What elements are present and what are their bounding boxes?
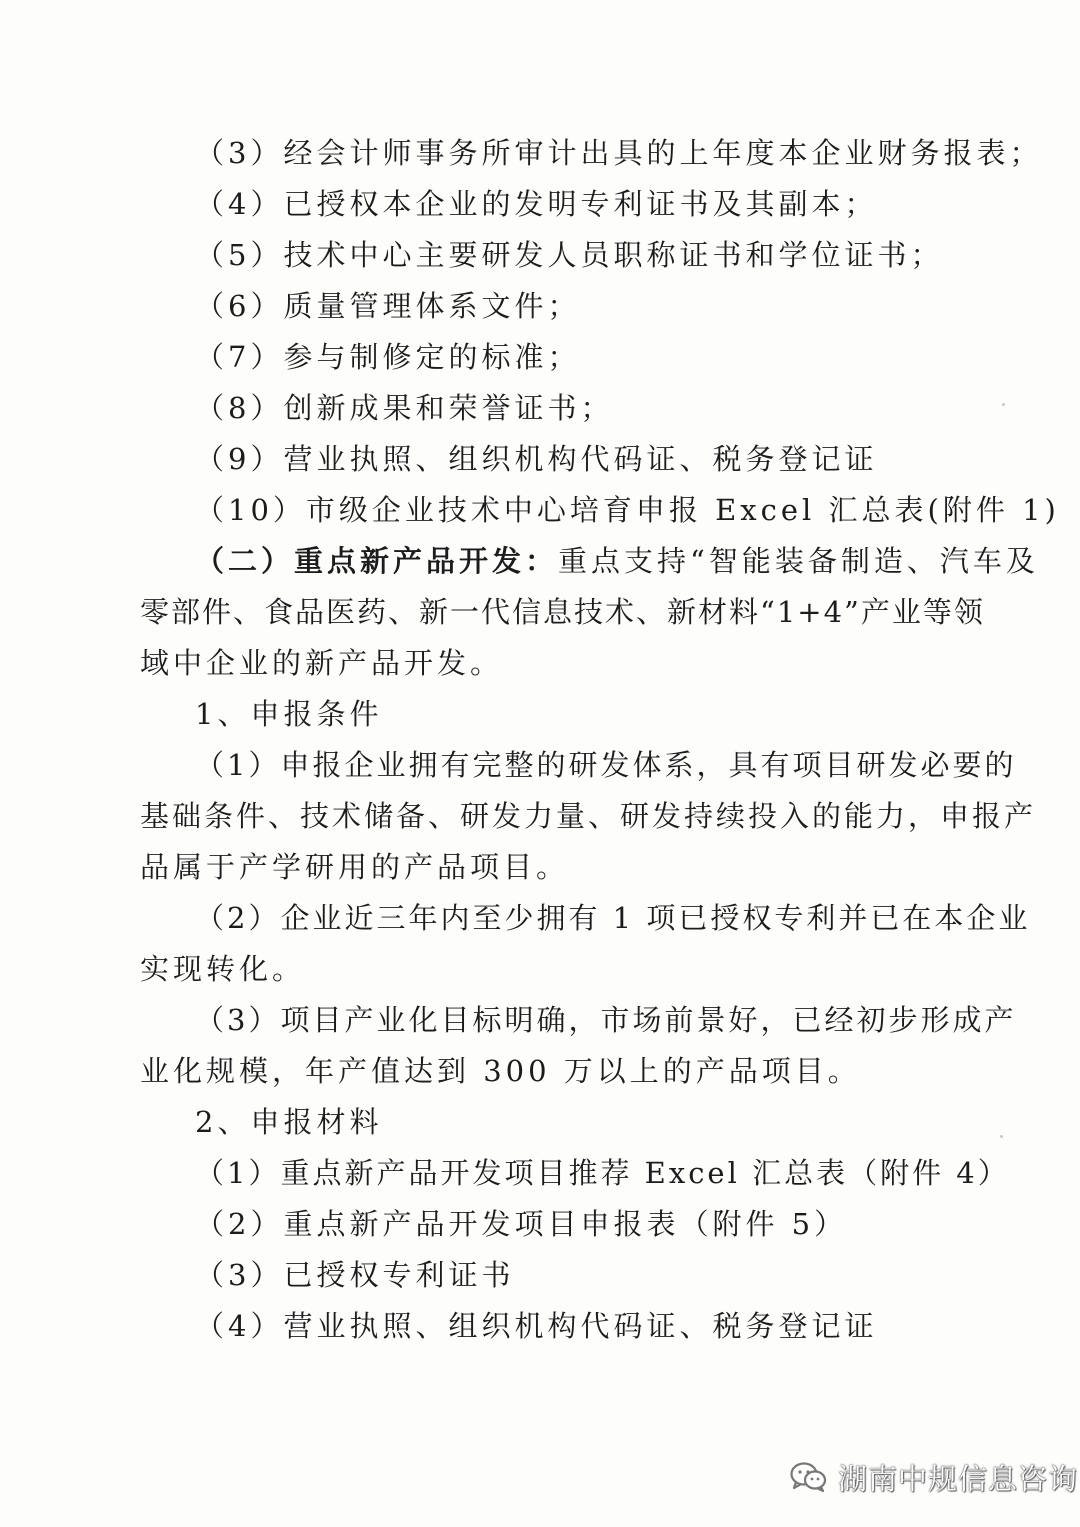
- condition-line: 基础条件、技术储备、研发力量、研发持续投入的能力，申报产: [140, 799, 1037, 833]
- list-item: （4）已授权本企业的发明专利证书及其副本；: [195, 187, 878, 221]
- list-item: （9）营业执照、组织机构代码证、税务登记证: [195, 442, 878, 476]
- condition-line: （2）企业近三年内至少拥有 1 项已授权专利并已在本企业: [195, 901, 1031, 935]
- materials-title: 2、申报材料: [195, 1105, 383, 1139]
- condition-line: 品属于产学研用的产品项目。: [140, 850, 570, 884]
- list-item: （7）参与制修定的标准；: [195, 340, 581, 374]
- list-item: （5）技术中心主要研发人员职称证书和学位证书；: [195, 238, 944, 272]
- section-intro-line: 零部件、食品医药、新一代信息技术、新材料“1+4”产业等领: [140, 595, 985, 629]
- condition-line: 业化规模，年产值达到 300 万以上的产品项目。: [140, 1054, 861, 1088]
- wechat-icon: [790, 1461, 828, 1493]
- condition-line: 实现转化。: [140, 952, 306, 986]
- list-item: （10）市级企业技术中心培育申报 Excel 汇总表(附件 1): [195, 493, 1060, 527]
- material-line: （4）营业执照、组织机构代码证、税务登记证: [195, 1309, 878, 1343]
- condition-line: （3）项目产业化目标明确，市场前景好，已经初步形成产: [195, 1003, 1017, 1037]
- section-intro-first: 重点支持“智能装备制造、汽车及: [558, 544, 1039, 578]
- material-line: （2）重点新产品开发项目申报表（附件 5）: [195, 1207, 848, 1241]
- section-intro-line: 域中企业的新产品开发。: [140, 646, 504, 680]
- scan-speck: [1002, 403, 1005, 406]
- section-heading-row: [195, 543, 1039, 579]
- list-item: （3）经会计师事务所审计出具的上年度本企业财务报表；: [195, 136, 1043, 170]
- list-item: （8）创新成果和荣誉证书；: [195, 391, 614, 425]
- section-heading: （二）重点新产品开发：: [195, 544, 559, 578]
- condition-line: （1）申报企业拥有完整的研发体系，具有项目研发必要的: [195, 748, 1017, 782]
- material-line: （3）已授权专利证书: [195, 1258, 515, 1292]
- watermark-text: 湖南中规信息咨询: [838, 1461, 1079, 1496]
- list-item: （6）质量管理体系文件；: [195, 289, 581, 323]
- material-line: （1）重点新产品开发项目推荐 Excel 汇总表（附件 4）: [195, 1156, 1010, 1190]
- watermark: [790, 1455, 1078, 1499]
- scan-speck: [1000, 1135, 1003, 1138]
- conditions-title: 1、申报条件: [195, 697, 383, 731]
